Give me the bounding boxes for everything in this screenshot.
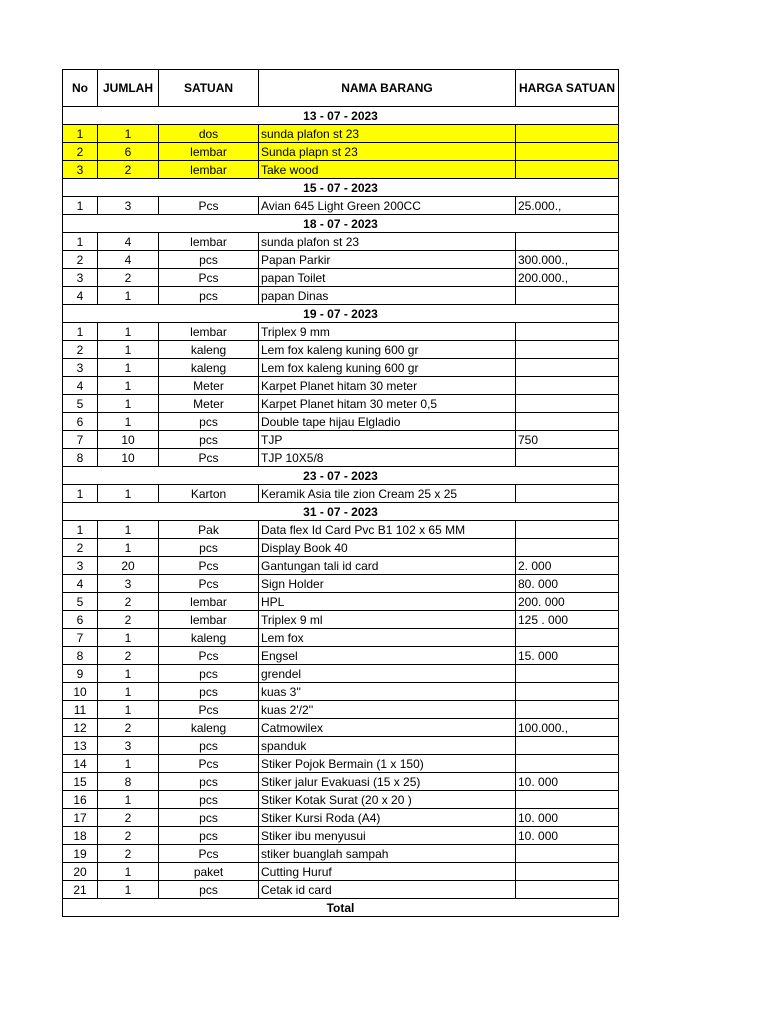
cell-jumlah: 6 [98, 143, 159, 161]
cell-nama-barang: Cetak id card [259, 881, 516, 899]
cell-satuan: pcs [159, 683, 259, 701]
cell-satuan: Pcs [159, 449, 259, 467]
date-row [63, 305, 619, 323]
cell-no: 1 [63, 521, 98, 539]
cell-harga-satuan [516, 521, 619, 539]
cell-no: 3 [63, 161, 98, 179]
cell-no: 2 [63, 539, 98, 557]
cell-satuan: kaleng [159, 341, 259, 359]
cell-no: 11 [63, 701, 98, 719]
date-label: 18 - 07 - 2023 [63, 215, 619, 233]
table-row [63, 287, 619, 305]
cell-satuan: lembar [159, 593, 259, 611]
cell-nama-barang: Data flex Id Card Pvc B1 102 x 65 MM [259, 521, 516, 539]
cell-nama-barang: TJP [259, 431, 516, 449]
cell-no: 14 [63, 755, 98, 773]
table-row [63, 125, 619, 143]
cell-no: 12 [63, 719, 98, 737]
cell-harga-satuan [516, 341, 619, 359]
cell-jumlah: 1 [98, 287, 159, 305]
cell-no: 4 [63, 287, 98, 305]
cell-no: 5 [63, 593, 98, 611]
table-row [63, 431, 619, 449]
col-header-satuan: SATUAN [159, 70, 259, 107]
table-row [63, 791, 619, 809]
cell-harga-satuan [516, 539, 619, 557]
cell-jumlah: 1 [98, 665, 159, 683]
cell-no: 2 [63, 143, 98, 161]
cell-jumlah: 2 [98, 845, 159, 863]
table-row [63, 809, 619, 827]
cell-harga-satuan: 125 . 000 [516, 611, 619, 629]
cell-nama-barang: sunda plafon st 23 [259, 233, 516, 251]
cell-no: 1 [63, 233, 98, 251]
cell-jumlah: 2 [98, 269, 159, 287]
table-row [63, 845, 619, 863]
cell-no: 1 [63, 323, 98, 341]
cell-satuan: lembar [159, 143, 259, 161]
cell-harga-satuan [516, 413, 619, 431]
cell-harga-satuan [516, 125, 619, 143]
cell-nama-barang: Karpet Planet hitam 30 meter 0,5 [259, 395, 516, 413]
cell-nama-barang: Triplex 9 mm [259, 323, 516, 341]
date-label: 19 - 07 - 2023 [63, 305, 619, 323]
cell-no: 6 [63, 413, 98, 431]
cell-no: 4 [63, 377, 98, 395]
cell-satuan: pcs [159, 251, 259, 269]
cell-satuan: kaleng [159, 719, 259, 737]
cell-nama-barang: Lem fox kaleng kuning 600 gr [259, 359, 516, 377]
cell-no: 8 [63, 647, 98, 665]
col-header-no: No [63, 70, 98, 107]
table-row [63, 395, 619, 413]
cell-harga-satuan [516, 233, 619, 251]
cell-jumlah: 4 [98, 251, 159, 269]
date-row [63, 179, 619, 197]
table-row [63, 449, 619, 467]
cell-nama-barang: stiker buanglah sampah [259, 845, 516, 863]
col-header-jumlah: JUMLAH [98, 70, 159, 107]
col-header-nama-barang: NAMA BARANG [259, 70, 516, 107]
cell-satuan: kaleng [159, 359, 259, 377]
cell-nama-barang: Cutting Huruf [259, 863, 516, 881]
cell-jumlah: 2 [98, 593, 159, 611]
cell-satuan: pcs [159, 737, 259, 755]
cell-harga-satuan [516, 665, 619, 683]
cell-satuan: pcs [159, 413, 259, 431]
table-row [63, 197, 619, 215]
table-row [63, 251, 619, 269]
cell-no: 16 [63, 791, 98, 809]
cell-satuan: Meter [159, 395, 259, 413]
cell-no: 15 [63, 773, 98, 791]
cell-no: 2 [63, 341, 98, 359]
cell-satuan: paket [159, 863, 259, 881]
cell-jumlah: 1 [98, 683, 159, 701]
table-row [63, 773, 619, 791]
table-row [63, 161, 619, 179]
cell-jumlah: 2 [98, 611, 159, 629]
table-body [63, 107, 619, 899]
cell-harga-satuan [516, 485, 619, 503]
cell-nama-barang: Catmowilex [259, 719, 516, 737]
cell-satuan: pcs [159, 809, 259, 827]
table-row [63, 233, 619, 251]
cell-jumlah: 1 [98, 485, 159, 503]
cell-nama-barang: sunda plafon st 23 [259, 125, 516, 143]
table-row [63, 737, 619, 755]
header-row [63, 70, 619, 107]
cell-harga-satuan [516, 845, 619, 863]
table-row [63, 539, 619, 557]
cell-jumlah: 3 [98, 197, 159, 215]
cell-satuan: Meter [159, 377, 259, 395]
table-row [63, 647, 619, 665]
cell-jumlah: 1 [98, 377, 159, 395]
cell-satuan: Pcs [159, 557, 259, 575]
cell-jumlah: 1 [98, 395, 159, 413]
table-row [63, 359, 619, 377]
cell-harga-satuan: 25.000., [516, 197, 619, 215]
date-row [63, 503, 619, 521]
cell-jumlah: 1 [98, 755, 159, 773]
cell-nama-barang: Avian 645 Light Green 200CC [259, 197, 516, 215]
cell-nama-barang: Take wood [259, 161, 516, 179]
date-label: 23 - 07 - 2023 [63, 467, 619, 485]
cell-nama-barang: Double tape hijau Elgladio [259, 413, 516, 431]
cell-jumlah: 2 [98, 827, 159, 845]
cell-nama-barang: Lem fox [259, 629, 516, 647]
cell-no: 5 [63, 395, 98, 413]
table-row [63, 575, 619, 593]
cell-jumlah: 2 [98, 719, 159, 737]
date-label: 31 - 07 - 2023 [63, 503, 619, 521]
table-row [63, 827, 619, 845]
col-header-harga-satuan: HARGA SATUAN [516, 70, 619, 107]
table-row [63, 323, 619, 341]
cell-nama-barang: Papan Parkir [259, 251, 516, 269]
table-row [63, 755, 619, 773]
cell-jumlah: 1 [98, 359, 159, 377]
cell-harga-satuan [516, 683, 619, 701]
cell-nama-barang: Stiker Kursi Roda (A4) [259, 809, 516, 827]
cell-satuan: Pcs [159, 269, 259, 287]
table-row [63, 521, 619, 539]
cell-satuan: pcs [159, 881, 259, 899]
cell-harga-satuan [516, 629, 619, 647]
cell-no: 4 [63, 575, 98, 593]
table-row [63, 413, 619, 431]
cell-satuan: Pcs [159, 647, 259, 665]
cell-satuan: pcs [159, 791, 259, 809]
cell-jumlah: 1 [98, 701, 159, 719]
cell-harga-satuan [516, 359, 619, 377]
cell-nama-barang: HPL [259, 593, 516, 611]
table-row [63, 593, 619, 611]
cell-no: 13 [63, 737, 98, 755]
table-row [63, 881, 619, 899]
cell-no: 3 [63, 557, 98, 575]
cell-satuan: pcs [159, 539, 259, 557]
cell-no: 1 [63, 197, 98, 215]
cell-harga-satuan: 10. 000 [516, 827, 619, 845]
cell-satuan: pcs [159, 431, 259, 449]
cell-harga-satuan [516, 161, 619, 179]
cell-nama-barang: Stiker ibu menyusui [259, 827, 516, 845]
cell-no: 7 [63, 629, 98, 647]
cell-satuan: lembar [159, 611, 259, 629]
table-row [63, 557, 619, 575]
cell-satuan: Pcs [159, 845, 259, 863]
cell-no: 1 [63, 485, 98, 503]
cell-no: 19 [63, 845, 98, 863]
table-row [63, 377, 619, 395]
cell-no: 7 [63, 431, 98, 449]
cell-jumlah: 2 [98, 647, 159, 665]
date-label: 15 - 07 - 2023 [63, 179, 619, 197]
cell-satuan: Pcs [159, 575, 259, 593]
total-label: Total [63, 899, 619, 917]
cell-harga-satuan [516, 377, 619, 395]
cell-harga-satuan [516, 449, 619, 467]
cell-satuan: Karton [159, 485, 259, 503]
cell-nama-barang: Karpet Planet hitam 30 meter [259, 377, 516, 395]
cell-no: 20 [63, 863, 98, 881]
table-row [63, 143, 619, 161]
table-row [63, 719, 619, 737]
cell-nama-barang: Stiker Kotak Surat (20 x 20 ) [259, 791, 516, 809]
cell-jumlah: 3 [98, 737, 159, 755]
cell-jumlah: 1 [98, 521, 159, 539]
date-row [63, 107, 619, 125]
cell-jumlah: 1 [98, 323, 159, 341]
cell-jumlah: 1 [98, 539, 159, 557]
cell-harga-satuan: 80. 000 [516, 575, 619, 593]
cell-satuan: Pcs [159, 701, 259, 719]
cell-nama-barang: TJP 10X5/8 [259, 449, 516, 467]
cell-harga-satuan [516, 287, 619, 305]
cell-harga-satuan: 15. 000 [516, 647, 619, 665]
cell-nama-barang: kuas 2'/2'' [259, 701, 516, 719]
cell-satuan: pcs [159, 287, 259, 305]
cell-satuan: Pcs [159, 197, 259, 215]
table-row [63, 683, 619, 701]
cell-nama-barang: papan Toilet [259, 269, 516, 287]
cell-harga-satuan: 10. 000 [516, 809, 619, 827]
cell-harga-satuan [516, 143, 619, 161]
cell-nama-barang: Lem fox kaleng kuning 600 gr [259, 341, 516, 359]
date-row [63, 467, 619, 485]
cell-satuan: pcs [159, 773, 259, 791]
cell-jumlah: 20 [98, 557, 159, 575]
cell-no: 8 [63, 449, 98, 467]
cell-jumlah: 1 [98, 881, 159, 899]
cell-no: 3 [63, 269, 98, 287]
date-row [63, 215, 619, 233]
cell-no: 10 [63, 683, 98, 701]
cell-jumlah: 1 [98, 863, 159, 881]
date-label: 13 - 07 - 2023 [63, 107, 619, 125]
cell-satuan: lembar [159, 233, 259, 251]
cell-no: 2 [63, 251, 98, 269]
cell-jumlah: 10 [98, 431, 159, 449]
cell-jumlah: 2 [98, 809, 159, 827]
cell-jumlah: 3 [98, 575, 159, 593]
cell-jumlah: 2 [98, 161, 159, 179]
cell-harga-satuan: 750 [516, 431, 619, 449]
cell-nama-barang: papan Dinas [259, 287, 516, 305]
cell-harga-satuan [516, 755, 619, 773]
cell-jumlah: 1 [98, 341, 159, 359]
cell-no: 21 [63, 881, 98, 899]
cell-harga-satuan [516, 863, 619, 881]
cell-nama-barang: spanduk [259, 737, 516, 755]
cell-satuan: Pcs [159, 755, 259, 773]
item-table [62, 69, 619, 917]
cell-satuan: lembar [159, 161, 259, 179]
cell-nama-barang: Display Book 40 [259, 539, 516, 557]
table-row [63, 665, 619, 683]
cell-satuan: pcs [159, 827, 259, 845]
cell-harga-satuan: 200.000., [516, 269, 619, 287]
cell-harga-satuan [516, 737, 619, 755]
table-row [63, 863, 619, 881]
cell-nama-barang: Sign Holder [259, 575, 516, 593]
cell-harga-satuan [516, 791, 619, 809]
cell-jumlah: 1 [98, 629, 159, 647]
table-row [63, 485, 619, 503]
cell-satuan: Pak [159, 521, 259, 539]
total-row [63, 899, 619, 917]
table-row [63, 701, 619, 719]
cell-jumlah: 8 [98, 773, 159, 791]
cell-no: 6 [63, 611, 98, 629]
cell-satuan: dos [159, 125, 259, 143]
cell-no: 9 [63, 665, 98, 683]
cell-harga-satuan: 100.000., [516, 719, 619, 737]
table-row [63, 629, 619, 647]
cell-satuan: kaleng [159, 629, 259, 647]
cell-nama-barang: grendel [259, 665, 516, 683]
table-row [63, 269, 619, 287]
cell-nama-barang: Stiker jalur Evakuasi (15 x 25) [259, 773, 516, 791]
cell-nama-barang: Engsel [259, 647, 516, 665]
cell-jumlah: 10 [98, 449, 159, 467]
cell-nama-barang: Sunda plapn st 23 [259, 143, 516, 161]
cell-jumlah: 1 [98, 413, 159, 431]
cell-satuan: lembar [159, 323, 259, 341]
cell-no: 1 [63, 125, 98, 143]
cell-harga-satuan: 2. 000 [516, 557, 619, 575]
cell-jumlah: 4 [98, 233, 159, 251]
cell-harga-satuan [516, 701, 619, 719]
cell-nama-barang: kuas 3'' [259, 683, 516, 701]
cell-nama-barang: Stiker Pojok Bermain (1 x 150) [259, 755, 516, 773]
cell-harga-satuan [516, 881, 619, 899]
cell-satuan: pcs [159, 665, 259, 683]
table-row [63, 341, 619, 359]
table-row [63, 611, 619, 629]
cell-jumlah: 1 [98, 791, 159, 809]
cell-nama-barang: Gantungan tali id card [259, 557, 516, 575]
cell-no: 18 [63, 827, 98, 845]
cell-harga-satuan: 300.000., [516, 251, 619, 269]
cell-no: 17 [63, 809, 98, 827]
cell-harga-satuan: 200. 000 [516, 593, 619, 611]
cell-jumlah: 1 [98, 125, 159, 143]
cell-no: 3 [63, 359, 98, 377]
cell-harga-satuan: 10. 000 [516, 773, 619, 791]
cell-nama-barang: Triplex 9 ml [259, 611, 516, 629]
cell-harga-satuan [516, 395, 619, 413]
cell-harga-satuan [516, 323, 619, 341]
cell-nama-barang: Keramik Asia tile zion Cream 25 x 25 [259, 485, 516, 503]
